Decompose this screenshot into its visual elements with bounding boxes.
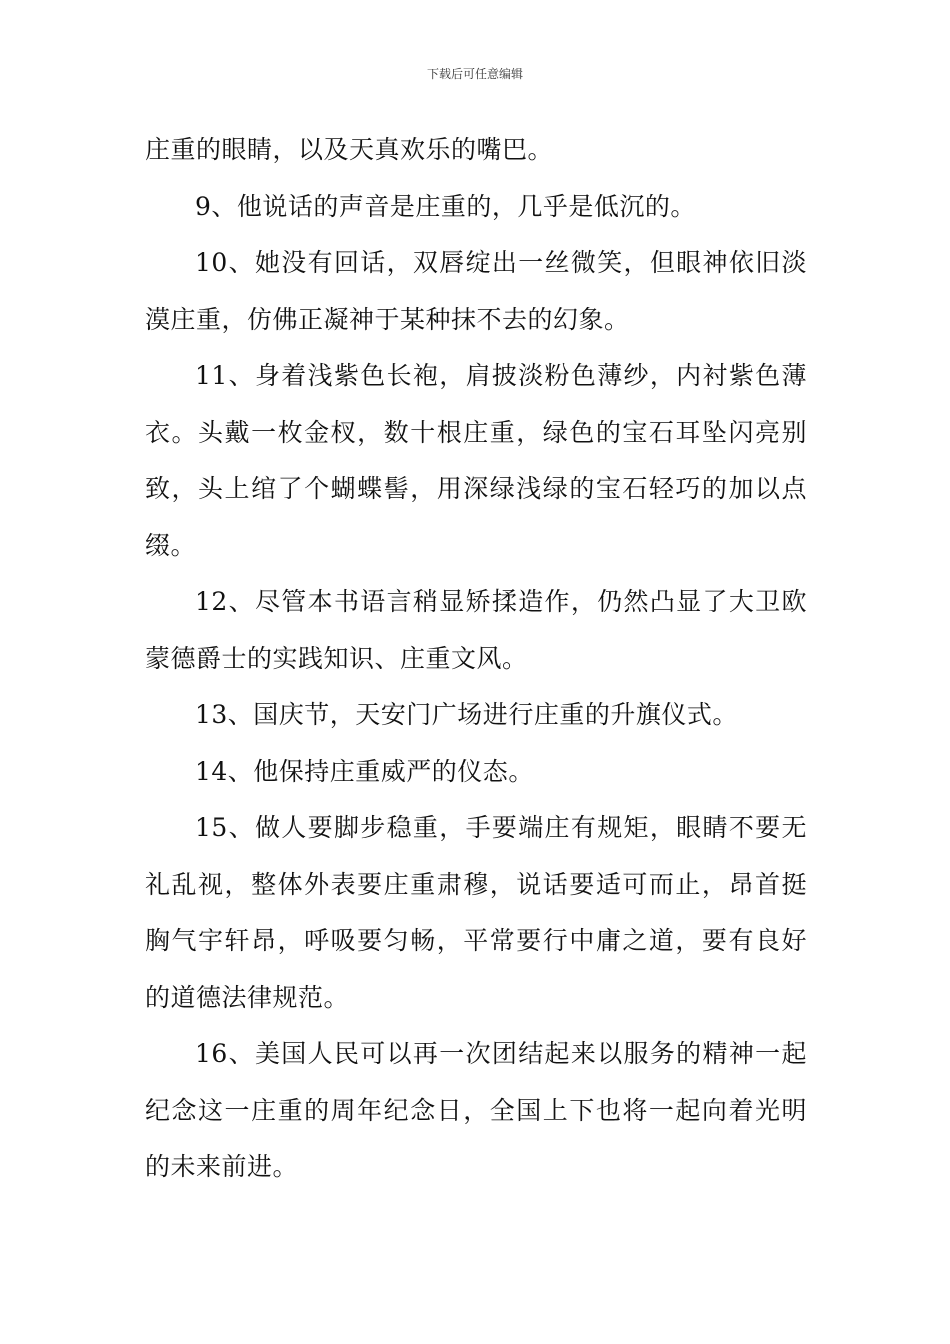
document-body — [145, 122, 807, 1196]
paragraph-item-15: 15、做人要脚步稳重，手要端庄有规矩，眼睛不要无礼乱视，整体外表要庄重肃穆，说话要适可而止，昂首挺胸气宇轩昂，呼吸要匀畅，平常要行中庸之道，要有良好的道德法律规范。 — [145, 813, 807, 1012]
paragraph-item-16: 16、美国人民可以再一次团结起来以服务的精神一起纪念这一庄重的周年纪念日，全国上下也将一起向着光明的未来前进。 — [145, 1039, 807, 1181]
paragraph-item-14: 14、他保持庄重威严的仪态。 — [195, 756, 534, 786]
paragraph-continuation: 庄重的眼睛，以及天真欢乐的嘴巴。 — [145, 135, 554, 164]
paragraph-item-12: 12、尽管本书语言稍显矫揉造作，仍然凸显了大卫欧蒙德爵士的实践知识、庄重文风。 — [145, 587, 807, 673]
paragraph-item-9: 9、他说话的声音是庄重的，几乎是低沉的。 — [195, 191, 696, 221]
paragraph-item-11: 11、身着浅紫色长袍，肩披淡粉色薄纱，内衬紫色薄衣。头戴一枚金杈，数十根庄重，绿色的宝石耳坠闪亮别致，头上绾了个蝴蝶髻，用深绿浅绿的宝石轻巧的加以点缀。 — [145, 361, 807, 560]
page-header: 下载后可任意编辑 — [426, 67, 523, 81]
paragraph-item-10: 10、她没有回话，双唇绽出一丝微笑，但眼神依旧淡漠庄重，仿佛正凝神于某种抹不去的幻象。 — [145, 248, 807, 334]
paragraph-item-13: 13、国庆节，天安门广场进行庄重的升旗仪式。 — [195, 700, 738, 729]
